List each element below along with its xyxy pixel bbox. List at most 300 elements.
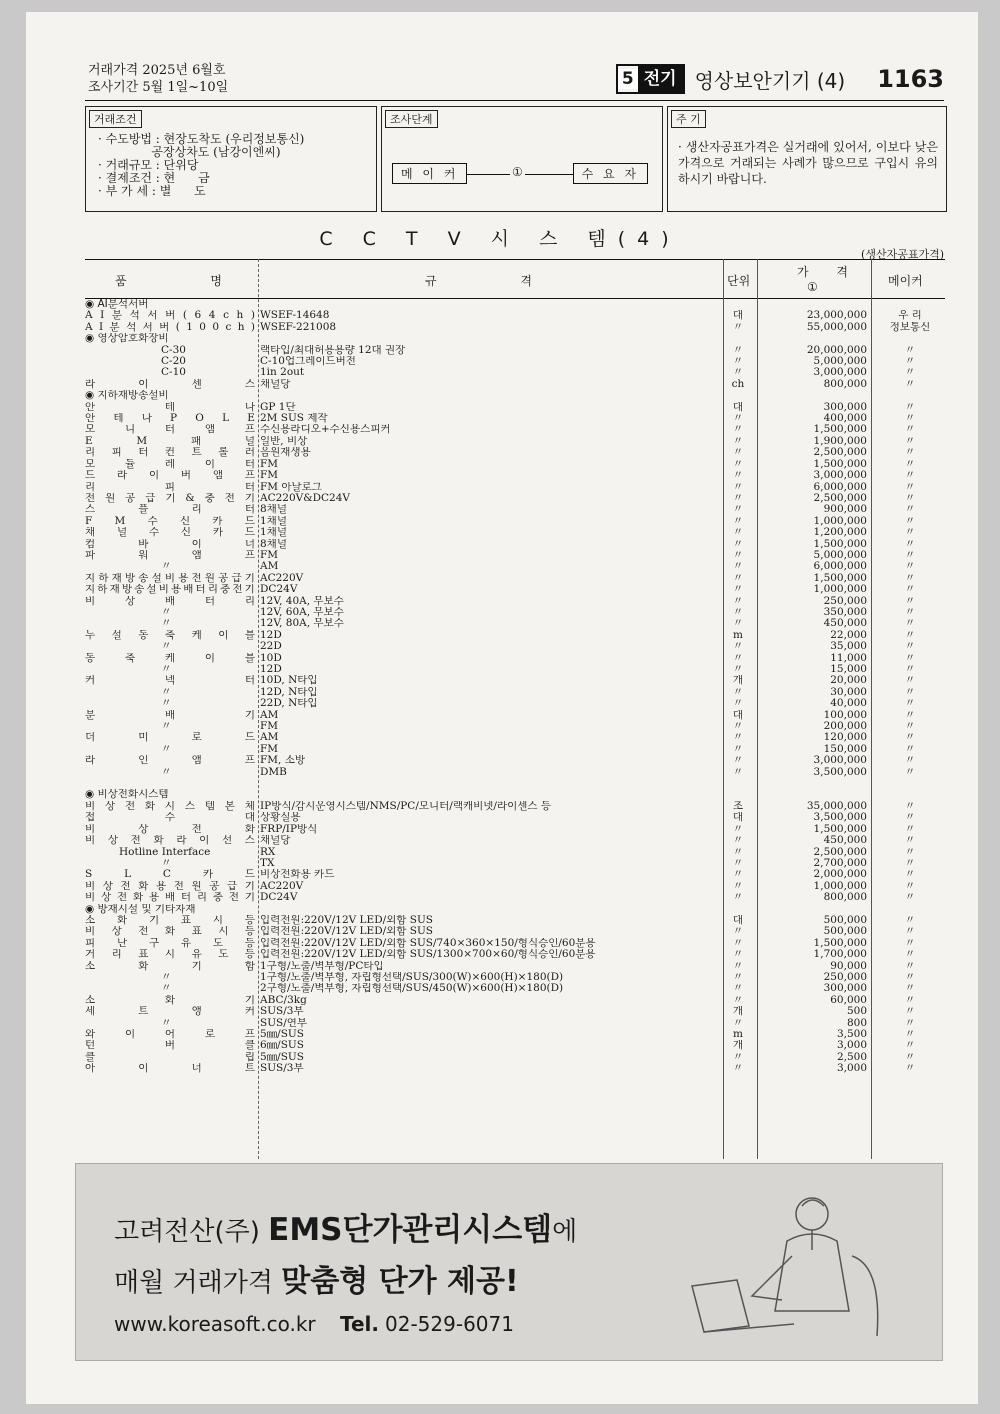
- item-unit: 〃: [732, 447, 744, 459]
- item-name: [85, 447, 255, 458]
- item-name-char: 공: [209, 880, 220, 892]
- item-unit: 〃: [732, 1051, 744, 1063]
- table-row: [85, 744, 945, 755]
- item-maker: 〃: [904, 595, 916, 607]
- item-name: [85, 1029, 255, 1040]
- item-maker: 〃: [904, 937, 916, 949]
- item-maker: 〃: [904, 800, 916, 812]
- item-name: [85, 573, 255, 584]
- item-unit: 〃: [732, 344, 744, 356]
- item-spec: 8채널: [260, 504, 287, 516]
- item-name-char: 비: [164, 572, 176, 584]
- item-price: 300,000: [823, 401, 867, 413]
- item-price: 1,000,000: [813, 515, 867, 527]
- item-spec: FM: [260, 458, 279, 470]
- item-name-char: 전: [228, 892, 240, 904]
- item-name-char: 등: [244, 914, 255, 926]
- item-unit: 〃: [732, 971, 744, 983]
- item-name: [85, 550, 255, 561]
- item-name: Hotline Interface: [119, 846, 211, 858]
- item-spec: 수신용라디오+수신용스피커: [260, 424, 391, 436]
- item-name-char: 전: [85, 492, 96, 504]
- item-spec: IP방식/감시운영시스템/NMS/PC/모니터/랙캐비넷/라이센스 등: [260, 800, 552, 812]
- trade-conditions-lines: [98, 133, 304, 198]
- item-name: [85, 755, 255, 766]
- header-price: 가 격: [797, 265, 860, 279]
- item-price: 3,500,000: [813, 766, 867, 778]
- item-name-char: 앵: [191, 1006, 202, 1018]
- item-price: 2,500: [836, 1051, 867, 1063]
- item-name-char: 모: [85, 424, 96, 436]
- item-name-char: L: [124, 869, 132, 881]
- table-row: [85, 447, 945, 458]
- item-name-char: 비: [85, 880, 96, 892]
- item-name-char: 너: [244, 538, 255, 550]
- item-name-char: 세: [85, 1006, 96, 1018]
- table-row: [85, 630, 945, 641]
- item-unit: 〃: [732, 846, 744, 858]
- item-name-char: 터: [164, 424, 176, 436]
- table-row: [85, 687, 945, 698]
- item-name-char: 신: [180, 527, 192, 539]
- item-spec: 입력전원:220V/12V LED/외함 SUS/1300×700×60/형식승인/60분용: [260, 949, 596, 961]
- item-maker: 〃: [904, 709, 916, 721]
- item-maker: 〃: [904, 835, 916, 847]
- item-name-char: 분: [85, 709, 96, 721]
- item-price: 5,000,000: [813, 549, 867, 561]
- item-name-char: 전: [130, 835, 141, 847]
- item-name-char: 충: [204, 492, 215, 504]
- item-name: [85, 926, 255, 937]
- item-unit: 〃: [732, 1063, 744, 1075]
- item-name-char: 이: [204, 458, 216, 470]
- item-name-char: 공: [125, 492, 136, 504]
- item-maker: 〃: [904, 812, 916, 824]
- item-name-char: 버: [180, 470, 192, 482]
- item-name-char: 드: [244, 515, 255, 527]
- item-maker: 〃: [904, 743, 916, 755]
- item-name-char: 기: [244, 892, 255, 904]
- item-name-char: 화: [244, 823, 255, 835]
- table-row: [85, 812, 945, 823]
- item-name-char: 앰: [191, 755, 202, 767]
- item-price: 35,000,000: [806, 800, 867, 812]
- table-group-row: [85, 778, 945, 789]
- item-name-char: ): [250, 310, 255, 322]
- stage-mark: ①: [512, 165, 523, 179]
- item-unit: 〃: [732, 504, 744, 516]
- table-row: [85, 721, 945, 732]
- item-spec: 8채널: [260, 538, 287, 550]
- item-name-char: 리: [196, 892, 208, 904]
- section-name: 전기: [638, 66, 683, 92]
- item-name-char: 카: [202, 869, 213, 881]
- item-name-char: 이: [138, 378, 149, 390]
- item-maker: 〃: [904, 949, 916, 961]
- item-name-char: M: [136, 435, 148, 447]
- item-name-char: 소: [85, 914, 96, 926]
- group-heading: ◉ 방재시설 및 기타자재: [85, 903, 196, 915]
- item-name-char: 테: [113, 413, 124, 425]
- group-heading: ◉ 영상암호화장비: [85, 333, 169, 345]
- item-price: 1,500,000: [813, 424, 867, 436]
- item-maker: 정보통신: [889, 321, 931, 333]
- businessman-laptop-illustration: [652, 1186, 902, 1346]
- item-price: 2,000,000: [813, 869, 867, 881]
- ad-subline-a: 매월 거래가격: [114, 1268, 282, 1298]
- ad-url[interactable]: www.koreasoft.co.kr: [114, 1312, 316, 1336]
- trade-condition-line: · 거래규모 : 단위당: [98, 158, 199, 172]
- item-name: 〃: [161, 606, 172, 618]
- item-spec: AC220V: [260, 572, 304, 584]
- item-maker: 〃: [904, 1063, 916, 1075]
- item-maker: 〃: [904, 447, 916, 459]
- item-name-char: 방: [124, 572, 136, 584]
- item-name-char: 도: [212, 937, 224, 949]
- item-name-char: 전: [191, 572, 202, 584]
- item-name-char: 기: [244, 709, 255, 721]
- item-price: 800,000: [823, 378, 867, 390]
- item-name-char: 거: [85, 949, 96, 961]
- item-maker: 〃: [904, 1017, 916, 1029]
- item-name-char: 이: [199, 835, 210, 847]
- table-row: [85, 618, 945, 629]
- item-name: [85, 527, 255, 538]
- item-unit: 〃: [732, 470, 744, 482]
- item-name-char: 전: [116, 892, 128, 904]
- table-row: [85, 972, 945, 983]
- item-name: 〃: [161, 698, 172, 710]
- item-name-char: 케: [191, 629, 202, 641]
- item-name-char: 비: [158, 584, 169, 596]
- item-price: 500: [846, 1006, 867, 1018]
- item-name-char: c: [223, 310, 229, 322]
- item-name-char: 이: [148, 470, 160, 482]
- group-heading: ◉ 지하재방송설비: [85, 390, 169, 402]
- item-unit: 〃: [732, 641, 744, 653]
- item-name-char: 원: [105, 492, 116, 504]
- item-name-char: 표: [138, 949, 149, 961]
- item-name-char: 석: [126, 321, 137, 333]
- item-name-char: 표: [191, 926, 202, 938]
- item-spec: 1구형/노출/벽부형, 자립형선택/SUS/300(W)×600(H)×180(D): [260, 971, 564, 983]
- item-maker: 〃: [904, 755, 916, 767]
- item-spec: FM 아날로그: [260, 481, 322, 493]
- item-name-char: 이: [218, 629, 229, 641]
- item-name-char: 화: [138, 960, 149, 972]
- item-price: 500,000: [823, 914, 867, 926]
- item-name: 〃: [161, 1017, 172, 1029]
- trade-conditions-label: 거래조건: [89, 110, 142, 128]
- item-name-char: 0: [212, 321, 220, 333]
- item-maker: 〃: [904, 344, 916, 356]
- item-price: 200,000: [823, 721, 867, 733]
- item-maker: 〃: [904, 629, 916, 641]
- ad-subline-b: 맞춤형 단가 제공!: [281, 1264, 519, 1299]
- table-row: [85, 949, 945, 960]
- item-name-char: 립: [244, 1051, 255, 1063]
- item-price: 1,000,000: [813, 880, 867, 892]
- item-spec: 채널당: [260, 378, 291, 390]
- item-name-char: 패: [190, 435, 202, 447]
- item-maker: 〃: [904, 538, 916, 550]
- item-price: 35,000: [830, 641, 867, 653]
- item-name-char: 설: [146, 584, 157, 596]
- item-price: 800: [846, 1017, 867, 1029]
- item-maker: 〃: [904, 470, 916, 482]
- trade-condition-line: · 결제조건 : 현 금: [98, 171, 210, 185]
- table-row: [85, 801, 945, 812]
- item-maker: 〃: [904, 504, 916, 516]
- item-name-char: 라: [85, 378, 96, 390]
- item-name-char: 기: [148, 914, 160, 926]
- group-heading: ◉ AI분석서버: [85, 299, 149, 310]
- item-price: 3,000,000: [813, 470, 867, 482]
- item-name-char: 플: [138, 504, 149, 516]
- item-name-char: 프: [244, 755, 255, 767]
- table-row: [85, 573, 945, 584]
- item-name-char: 전: [232, 584, 243, 596]
- item-name-char: 기: [244, 994, 255, 1006]
- item-name-char: 축: [124, 652, 136, 664]
- item-name: [85, 881, 255, 892]
- item-name-char: 화: [164, 926, 176, 938]
- item-price: 120,000: [823, 732, 867, 744]
- item-name-char: 기: [244, 880, 255, 892]
- item-maker: 〃: [904, 823, 916, 835]
- item-name-char: &: [185, 492, 195, 504]
- item-spec: DMB: [260, 766, 287, 778]
- item-maker: 〃: [904, 846, 916, 858]
- item-price: 1,000,000: [813, 584, 867, 596]
- item-name: [85, 1063, 255, 1074]
- table-group-row: [85, 390, 945, 401]
- item-maker: 〃: [904, 527, 916, 539]
- item-spec: 1채널: [260, 527, 287, 539]
- table-group-row: [85, 904, 945, 915]
- item-name-char: 용: [156, 880, 167, 892]
- item-name-char: 테: [164, 401, 176, 413]
- item-price: 5,000,000: [813, 356, 867, 368]
- item-spec: 음원재생용: [260, 447, 311, 459]
- item-name-char: 급: [145, 492, 156, 504]
- item-name-char: 0: [199, 321, 206, 333]
- ad-headline: [114, 1204, 577, 1249]
- item-price: 300,000: [823, 983, 867, 995]
- item-price: 6,000,000: [813, 481, 867, 493]
- item-spec: SUS/3부: [260, 1063, 304, 1075]
- item-spec: FM: [260, 743, 279, 755]
- item-unit: 〃: [732, 857, 744, 869]
- item-name-char: 상: [111, 926, 122, 938]
- consumer-box: 수 요 자: [573, 163, 648, 184]
- table-row: [85, 402, 945, 413]
- item-name-char: 버: [164, 1040, 176, 1052]
- item-name-char: 등: [244, 926, 255, 938]
- item-unit: 대: [732, 812, 744, 824]
- item-name-char: F: [85, 515, 93, 527]
- item-name-char: O: [195, 413, 204, 425]
- item-name-char: 안: [85, 401, 96, 413]
- ad-phone: [340, 1312, 514, 1336]
- item-name: [85, 516, 255, 527]
- item-name-char: 용: [148, 892, 160, 904]
- item-name-char: 신: [179, 515, 191, 527]
- item-unit: 〃: [732, 356, 744, 368]
- item-name-char: 1: [186, 321, 193, 333]
- item-name-char: 센: [191, 378, 202, 390]
- table-row: [85, 607, 945, 618]
- item-unit: 〃: [732, 869, 744, 881]
- item-name-char: C: [162, 869, 171, 881]
- item-spec: GP 1단: [260, 401, 296, 413]
- item-name: [85, 482, 255, 493]
- note-text: · 생산자공표가격은 실거래에 있어서, 이보다 낮은 가격으로 거래되는 사례가 많으므로 구입시 유의하시기 바랍니다.: [678, 140, 938, 186]
- item-unit: 〃: [732, 721, 744, 733]
- item-name-char: 버: [159, 321, 170, 333]
- item-name-char: 수: [148, 527, 160, 539]
- table-row: [85, 915, 945, 926]
- item-name-char: 템: [204, 800, 215, 812]
- item-spec: WSEF-14648: [260, 310, 330, 322]
- item-name-char: 안: [85, 413, 96, 425]
- item-name-char: 상: [104, 800, 116, 812]
- header-price-mark: ①: [807, 280, 818, 294]
- table-row: [85, 561, 945, 572]
- item-price: 1,500,000: [813, 823, 867, 835]
- ad-company: 고려전산(주): [114, 1217, 260, 1247]
- item-maker: 〃: [904, 664, 916, 675]
- item-maker: 〃: [904, 686, 916, 698]
- item-maker: 〃: [904, 424, 916, 436]
- item-name-char: 재: [111, 572, 122, 584]
- item-spec: 1채널: [260, 515, 287, 527]
- table-row: [85, 1018, 945, 1029]
- ad-system: EMS단가관리시스템: [268, 1212, 553, 1248]
- item-name-char: 레: [164, 458, 176, 470]
- header-maker: 메이커: [888, 274, 923, 288]
- item-name: 〃: [161, 686, 172, 698]
- item-price: 90,000: [830, 960, 867, 972]
- item-unit: 〃: [732, 892, 744, 904]
- table-group-row: [85, 789, 945, 800]
- item-name-char: 방: [121, 584, 132, 596]
- item-name: [85, 424, 255, 435]
- item-name-char: 소: [85, 960, 96, 972]
- item-unit: 개: [732, 675, 744, 687]
- item-name-char: 널: [116, 527, 128, 539]
- item-unit: 〃: [732, 413, 744, 425]
- item-name-char: 비: [85, 835, 96, 847]
- item-name-char: 기: [244, 492, 255, 504]
- item-unit: 〃: [732, 561, 744, 573]
- item-name-char: 전: [224, 492, 235, 504]
- item-price: 1,500,000: [813, 937, 867, 949]
- item-name-char: 송: [138, 572, 149, 584]
- item-name-char: (: [182, 310, 187, 322]
- table-row: [85, 379, 945, 390]
- table-row: [85, 847, 945, 858]
- item-name-char: 전: [124, 800, 136, 812]
- item-name-char: 소: [85, 994, 96, 1006]
- item-maker: 〃: [904, 675, 916, 687]
- item-price: 15,000: [830, 664, 867, 675]
- item-price: 20,000,000: [806, 344, 867, 356]
- item-name: [85, 539, 255, 550]
- item-price: 150,000: [823, 743, 867, 755]
- item-spec: 12V, 60A, 무보수: [260, 606, 344, 618]
- item-price: 11,000: [830, 652, 867, 664]
- table-row: [85, 367, 945, 378]
- item-price: 250,000: [823, 595, 867, 607]
- item-maker: 〃: [904, 572, 916, 584]
- item-name-char: 피: [111, 447, 122, 459]
- item-name-char: 비: [85, 800, 96, 812]
- item-name-char: 컴: [85, 538, 96, 550]
- item-spec: 2M SUS 제작: [260, 413, 328, 425]
- item-unit: 〃: [732, 823, 744, 835]
- item-name-char: 비: [85, 823, 96, 835]
- item-name: [85, 710, 255, 721]
- item-name-char: 서: [147, 310, 158, 322]
- item-name-char: 드: [244, 732, 255, 744]
- item-name-char: 나: [141, 413, 152, 425]
- item-spec: FRP/IP방식: [260, 823, 318, 835]
- item-spec: AM: [260, 561, 279, 573]
- item-name-char: 누: [85, 629, 96, 641]
- header-unit: 단위: [727, 274, 751, 288]
- item-name-char: 원: [204, 572, 215, 584]
- item-spec: RX: [260, 846, 276, 858]
- ad-tel-number: 02-529-6071: [385, 1312, 514, 1336]
- item-maker: 〃: [904, 1029, 916, 1040]
- item-maker: 〃: [904, 356, 916, 368]
- item-unit: 〃: [732, 766, 744, 778]
- table-row: [85, 539, 945, 550]
- table-row: [85, 504, 945, 515]
- item-maker: 〃: [904, 458, 916, 470]
- ad-tail: 에: [552, 1217, 578, 1247]
- item-maker: 〃: [904, 401, 916, 413]
- item-name-char: 동: [85, 652, 96, 664]
- table-row: [85, 961, 945, 972]
- item-unit: 〃: [732, 732, 744, 744]
- item-name-char: 배: [164, 595, 176, 607]
- item-name-char: 상: [100, 892, 112, 904]
- item-name-char: 롤: [218, 447, 229, 459]
- item-name-char: 리: [85, 481, 96, 493]
- item-name: [85, 653, 255, 664]
- item-unit: 〃: [732, 321, 744, 333]
- item-spec: SUS/연부: [260, 1017, 308, 1029]
- section-badge: [616, 64, 685, 94]
- item-unit: 〃: [732, 937, 744, 949]
- item-name-char: 더: [85, 732, 96, 744]
- item-unit: 대: [732, 914, 744, 926]
- item-name-char: 바: [138, 538, 149, 550]
- item-name-char: 체: [244, 800, 255, 812]
- item-name-char: 화: [132, 892, 144, 904]
- item-unit: 〃: [732, 743, 744, 755]
- item-name: [85, 413, 255, 424]
- item-maker: 〃: [904, 435, 916, 447]
- item-name-char: 전: [138, 926, 149, 938]
- item-name: 〃: [161, 618, 172, 630]
- item-name-char: 송: [134, 584, 145, 596]
- item-spec: FM: [260, 549, 279, 561]
- item-name: [85, 892, 255, 903]
- item-spec: AM: [260, 709, 279, 721]
